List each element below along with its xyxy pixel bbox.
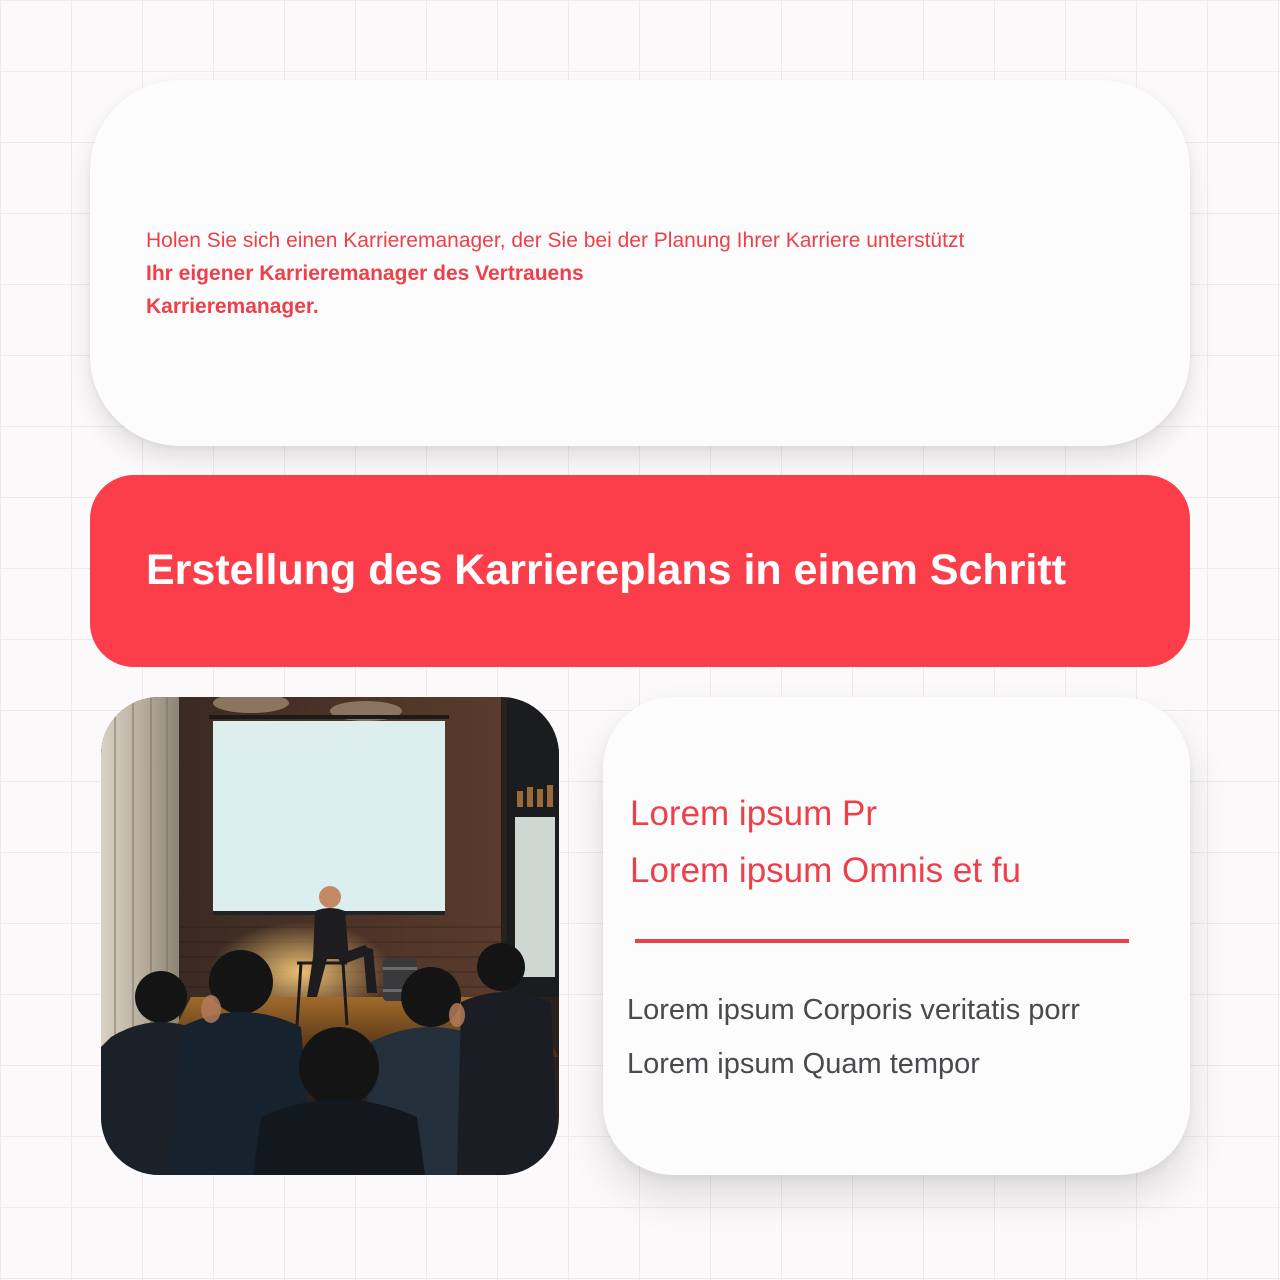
feature-heading (630, 785, 1021, 899)
title-banner (90, 475, 1190, 667)
feature-body-line-1: Lorem ipsum Corporis veritatis porr (627, 994, 1080, 1026)
feature-heading-line-2: Lorem ipsum Omnis et fu (630, 851, 1021, 890)
intro-line-1: Holen Sie sich einen Karrieremanager, der Sie bei der Planung Ihrer Karriere unterstützt (146, 229, 965, 252)
feature-card (603, 697, 1190, 1175)
feature-divider (635, 939, 1129, 943)
feature-heading-line-1: Lorem ipsum Pr (630, 794, 878, 833)
intro-text (146, 224, 1146, 323)
intro-line-3: Karrieremanager. (146, 295, 319, 318)
feature-body-line-2: Lorem ipsum Quam tempor (627, 1048, 980, 1080)
banner-title: Erstellung des Karriereplans in einem Schritt (146, 546, 1067, 594)
conference-photo (101, 697, 559, 1175)
conference-photo-illustration (101, 697, 559, 1175)
feature-body (627, 983, 1080, 1091)
intro-line-2: Ihr eigener Karrieremanager des Vertrauens (146, 262, 584, 285)
intro-card (90, 80, 1190, 446)
